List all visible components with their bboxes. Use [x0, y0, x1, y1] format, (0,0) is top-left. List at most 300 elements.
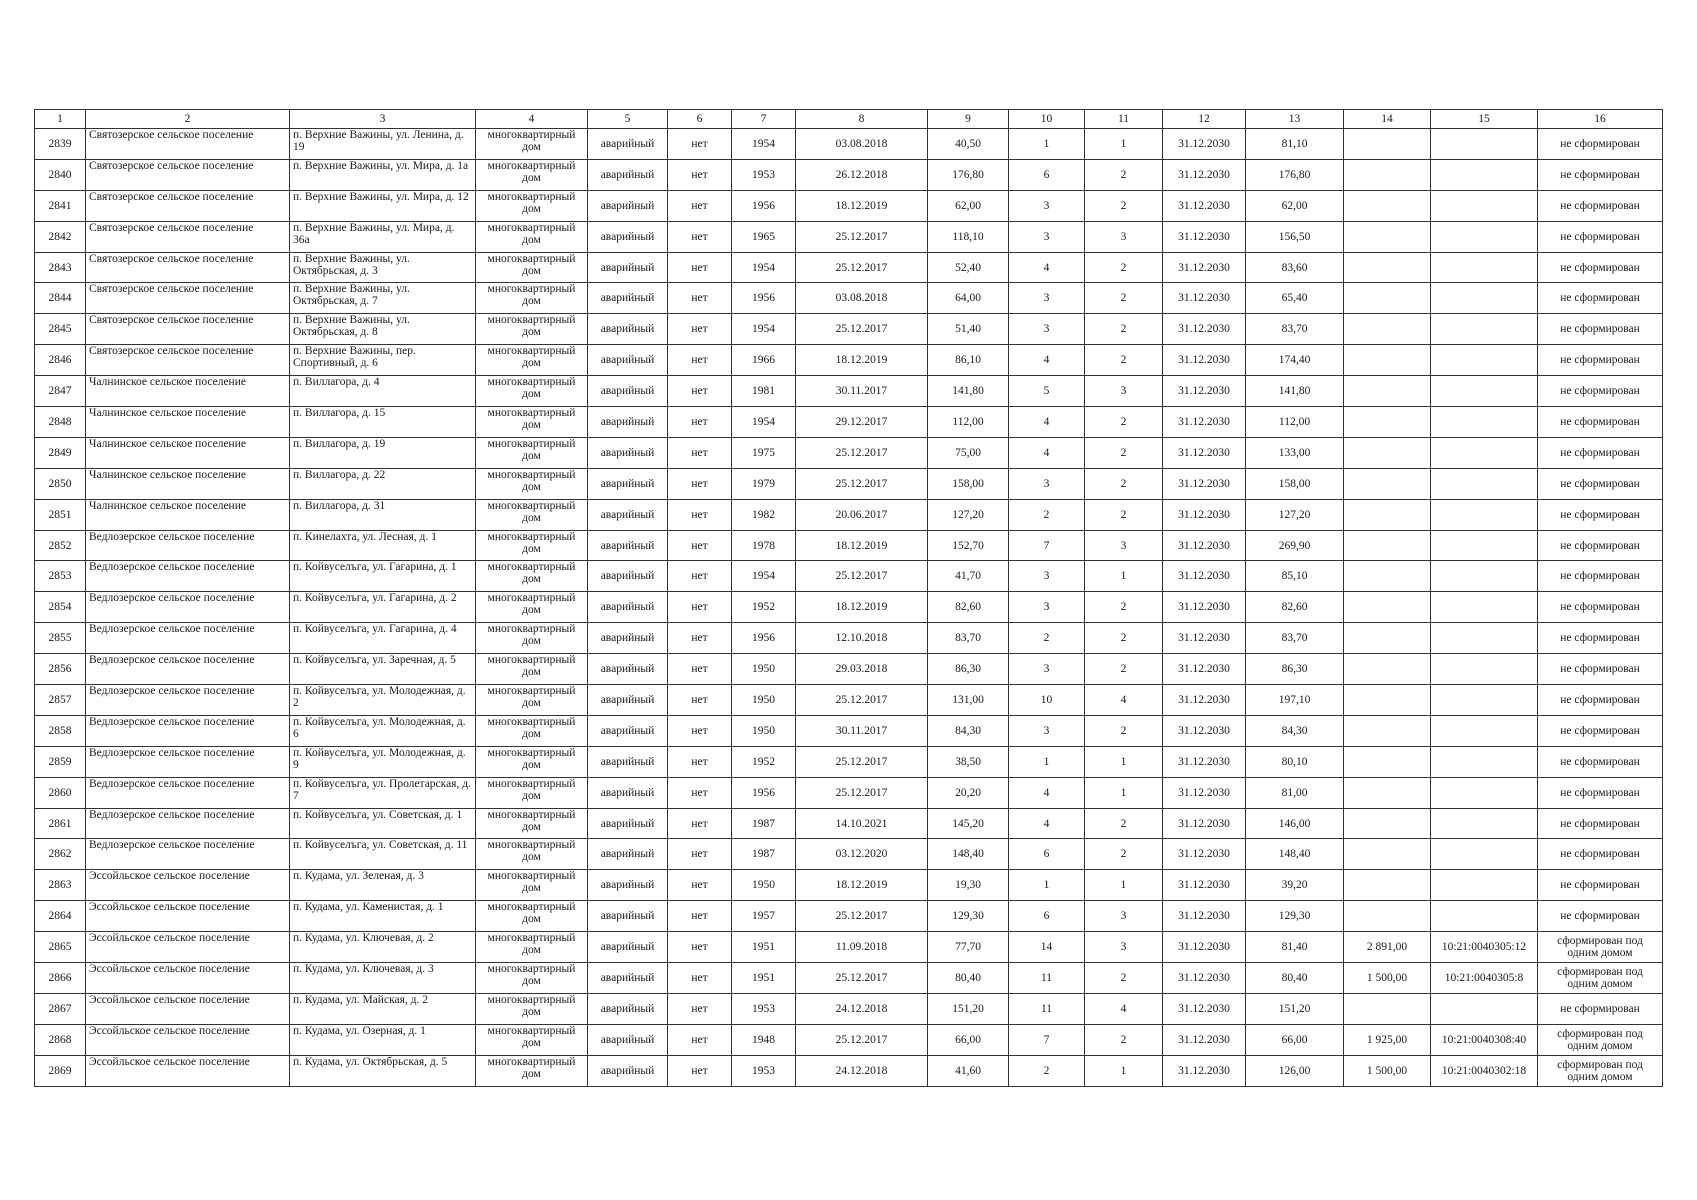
registry-table-container: [34, 109, 1662, 1087]
table-row: [35, 993, 1663, 1024]
address-cell: п. Кудама, ул. Озерная, д. 1: [290, 1024, 476, 1055]
building-type-cell: многоквартирный дом: [476, 468, 588, 499]
total-area-cell: 81,40: [1246, 932, 1344, 963]
land-status-cell: не сформирован: [1538, 129, 1663, 160]
land-status-cell: не сформирован: [1538, 685, 1663, 716]
building-type-cell: многоквартирный дом: [476, 901, 588, 932]
resettlement-deadline-cell: 31.12.2030: [1163, 993, 1246, 1024]
cadastral-number-cell: 10:21:0040305:8: [1431, 963, 1538, 994]
resettled-cell: нет: [668, 283, 732, 314]
recognition-date-cell: 25.12.2017: [796, 777, 928, 808]
resettlement-deadline-cell: 31.12.2030: [1163, 654, 1246, 685]
condition-cell: аварийный: [588, 839, 668, 870]
land-status-cell: не сформирован: [1538, 654, 1663, 685]
apartments-cell: 2: [1085, 839, 1163, 870]
table-row: [35, 808, 1663, 839]
address-cell: п. Койвуселъга, ул. Гагарина, д. 2: [290, 592, 476, 623]
area-cell: 51,40: [928, 314, 1009, 345]
resettled-cell: нет: [668, 159, 732, 190]
condition-cell: аварийный: [588, 870, 668, 901]
recognition-date-cell: 25.12.2017: [796, 252, 928, 283]
table-row: [35, 777, 1663, 808]
condition-cell: аварийный: [588, 715, 668, 746]
resettlement-deadline-cell: 31.12.2030: [1163, 746, 1246, 777]
area-cell: 41,70: [928, 561, 1009, 592]
row-number-cell: 2861: [35, 808, 86, 839]
apartments-cell: 2: [1085, 468, 1163, 499]
row-number-cell: 2863: [35, 870, 86, 901]
apartments-cell: 1: [1085, 777, 1163, 808]
resettled-cell: нет: [668, 623, 732, 654]
building-type-cell: многоквартирный дом: [476, 746, 588, 777]
total-area-cell: 83,70: [1246, 314, 1344, 345]
residents-cell: 2: [1009, 623, 1085, 654]
building-type-cell: многоквартирный дом: [476, 715, 588, 746]
apartments-cell: 3: [1085, 221, 1163, 252]
year-built-cell: 1982: [732, 499, 796, 530]
land-area-cell: [1344, 592, 1431, 623]
land-status-cell: не сформирован: [1538, 314, 1663, 345]
year-built-cell: 1954: [732, 314, 796, 345]
recognition-date-cell: 25.12.2017: [796, 746, 928, 777]
area-cell: 75,00: [928, 437, 1009, 468]
apartments-cell: 2: [1085, 159, 1163, 190]
total-area-cell: 81,00: [1246, 777, 1344, 808]
address-cell: п. Верхние Важины, ул. Октябрьская, д. 8: [290, 314, 476, 345]
residents-cell: 3: [1009, 190, 1085, 221]
row-number-cell: 2862: [35, 839, 86, 870]
cadastral-number-cell: [1431, 376, 1538, 407]
land-status-cell: не сформирован: [1538, 376, 1663, 407]
land-status-cell: сформирован под одним домом: [1538, 932, 1663, 963]
land-area-cell: [1344, 499, 1431, 530]
resettled-cell: нет: [668, 129, 732, 160]
building-type-cell: многоквартирный дом: [476, 437, 588, 468]
table-row: [35, 437, 1663, 468]
address-cell: п. Кудама, ул. Ключевая, д. 2: [290, 932, 476, 963]
row-number-cell: 2857: [35, 685, 86, 716]
condition-cell: аварийный: [588, 623, 668, 654]
area-cell: 52,40: [928, 252, 1009, 283]
cadastral-number-cell: [1431, 715, 1538, 746]
row-number-cell: 2866: [35, 963, 86, 994]
resettled-cell: нет: [668, 314, 732, 345]
table-row: [35, 715, 1663, 746]
condition-cell: аварийный: [588, 592, 668, 623]
resettlement-deadline-cell: 31.12.2030: [1163, 345, 1246, 376]
resettled-cell: нет: [668, 870, 732, 901]
address-cell: п. Койвуселъга, ул. Советская, д. 11: [290, 839, 476, 870]
recognition-date-cell: 25.12.2017: [796, 963, 928, 994]
condition-cell: аварийный: [588, 407, 668, 438]
building-type-cell: многоквартирный дом: [476, 592, 588, 623]
table-row: [35, 499, 1663, 530]
area-cell: 158,00: [928, 468, 1009, 499]
row-number-cell: 2845: [35, 314, 86, 345]
land-area-cell: [1344, 314, 1431, 345]
residents-cell: 6: [1009, 159, 1085, 190]
land-status-cell: не сформирован: [1538, 808, 1663, 839]
residents-cell: 3: [1009, 221, 1085, 252]
resettlement-deadline-cell: 31.12.2030: [1163, 468, 1246, 499]
land-status-cell: не сформирован: [1538, 468, 1663, 499]
land-status-cell: не сформирован: [1538, 283, 1663, 314]
column-number-header-row: [35, 110, 1663, 129]
land-area-cell: [1344, 808, 1431, 839]
cadastral-number-cell: [1431, 468, 1538, 499]
condition-cell: аварийный: [588, 746, 668, 777]
year-built-cell: 1950: [732, 715, 796, 746]
settlement-cell: Святозерское сельское поселение: [86, 129, 290, 160]
settlement-cell: Святозерское сельское поселение: [86, 190, 290, 221]
table-row: [35, 1055, 1663, 1086]
land-status-cell: не сформирован: [1538, 777, 1663, 808]
settlement-cell: Ведлозерское сельское поселение: [86, 561, 290, 592]
recognition-date-cell: 18.12.2019: [796, 190, 928, 221]
column-header: 11: [1085, 110, 1163, 129]
building-type-cell: многоквартирный дом: [476, 1055, 588, 1086]
year-built-cell: 1953: [732, 993, 796, 1024]
apartments-cell: 1: [1085, 129, 1163, 160]
building-type-cell: многоквартирный дом: [476, 654, 588, 685]
year-built-cell: 1952: [732, 592, 796, 623]
area-cell: 82,60: [928, 592, 1009, 623]
year-built-cell: 1956: [732, 623, 796, 654]
area-cell: 19,30: [928, 870, 1009, 901]
condition-cell: аварийный: [588, 685, 668, 716]
recognition-date-cell: 25.12.2017: [796, 901, 928, 932]
address-cell: п. Верхние Важины, ул. Мира, д. 12: [290, 190, 476, 221]
cadastral-number-cell: [1431, 314, 1538, 345]
total-area-cell: 80,40: [1246, 963, 1344, 994]
row-number-cell: 2868: [35, 1024, 86, 1055]
row-number-cell: 2844: [35, 283, 86, 314]
recognition-date-cell: 25.12.2017: [796, 437, 928, 468]
residents-cell: 2: [1009, 499, 1085, 530]
total-area-cell: 112,00: [1246, 407, 1344, 438]
column-header: 9: [928, 110, 1009, 129]
cadastral-number-cell: [1431, 129, 1538, 160]
building-type-cell: многоквартирный дом: [476, 870, 588, 901]
year-built-cell: 1979: [732, 468, 796, 499]
year-built-cell: 1975: [732, 437, 796, 468]
column-header: 2: [86, 110, 290, 129]
resettlement-deadline-cell: 31.12.2030: [1163, 777, 1246, 808]
land-status-cell: не сформирован: [1538, 901, 1663, 932]
row-number-cell: 2850: [35, 468, 86, 499]
total-area-cell: 65,40: [1246, 283, 1344, 314]
resettled-cell: нет: [668, 777, 732, 808]
total-area-cell: 66,00: [1246, 1024, 1344, 1055]
recognition-date-cell: 03.08.2018: [796, 283, 928, 314]
cadastral-number-cell: [1431, 499, 1538, 530]
address-cell: п. Койвуселъга, ул. Молодежная, д. 6: [290, 715, 476, 746]
year-built-cell: 1950: [732, 870, 796, 901]
column-header: 6: [668, 110, 732, 129]
condition-cell: аварийный: [588, 190, 668, 221]
condition-cell: аварийный: [588, 561, 668, 592]
cadastral-number-cell: [1431, 407, 1538, 438]
condition-cell: аварийный: [588, 129, 668, 160]
address-cell: п. Койвуселъга, ул. Советская, д. 1: [290, 808, 476, 839]
land-area-cell: [1344, 221, 1431, 252]
residents-cell: 11: [1009, 993, 1085, 1024]
resettled-cell: нет: [668, 932, 732, 963]
year-built-cell: 1957: [732, 901, 796, 932]
cadastral-number-cell: 10:21:0040308:40: [1431, 1024, 1538, 1055]
recognition-date-cell: 18.12.2019: [796, 530, 928, 561]
resettlement-deadline-cell: 31.12.2030: [1163, 715, 1246, 746]
land-area-cell: [1344, 746, 1431, 777]
area-cell: 86,30: [928, 654, 1009, 685]
resettlement-deadline-cell: 31.12.2030: [1163, 376, 1246, 407]
cadastral-number-cell: 10:21:0040302:18: [1431, 1055, 1538, 1086]
year-built-cell: 1981: [732, 376, 796, 407]
residents-cell: 1: [1009, 129, 1085, 160]
land-status-cell: не сформирован: [1538, 345, 1663, 376]
residents-cell: 7: [1009, 1024, 1085, 1055]
settlement-cell: Чалнинское сельское поселение: [86, 437, 290, 468]
table-row: [35, 468, 1663, 499]
year-built-cell: 1965: [732, 221, 796, 252]
resettled-cell: нет: [668, 1055, 732, 1086]
year-built-cell: 1987: [732, 839, 796, 870]
table-row: [35, 963, 1663, 994]
year-built-cell: 1978: [732, 530, 796, 561]
condition-cell: аварийный: [588, 468, 668, 499]
address-cell: п. Кудама, ул. Октябрьская, д. 5: [290, 1055, 476, 1086]
year-built-cell: 1956: [732, 190, 796, 221]
residents-cell: 4: [1009, 252, 1085, 283]
land-area-cell: [1344, 993, 1431, 1024]
land-area-cell: [1344, 129, 1431, 160]
cadastral-number-cell: [1431, 901, 1538, 932]
land-area-cell: [1344, 376, 1431, 407]
address-cell: п. Койвуселъга, ул. Пролетарская, д. 7: [290, 777, 476, 808]
recognition-date-cell: 24.12.2018: [796, 993, 928, 1024]
settlement-cell: Святозерское сельское поселение: [86, 221, 290, 252]
address-cell: п. Верхние Важины, ул. Октябрьская, д. 3: [290, 252, 476, 283]
area-cell: 64,00: [928, 283, 1009, 314]
condition-cell: аварийный: [588, 159, 668, 190]
building-type-cell: многоквартирный дом: [476, 283, 588, 314]
land-area-cell: [1344, 159, 1431, 190]
resettled-cell: нет: [668, 993, 732, 1024]
area-cell: 131,00: [928, 685, 1009, 716]
land-area-cell: 2 891,00: [1344, 932, 1431, 963]
land-status-cell: не сформирован: [1538, 190, 1663, 221]
area-cell: 66,00: [928, 1024, 1009, 1055]
resettled-cell: нет: [668, 407, 732, 438]
settlement-cell: Ведлозерское сельское поселение: [86, 746, 290, 777]
row-number-cell: 2860: [35, 777, 86, 808]
settlement-cell: Ведлозерское сельское поселение: [86, 530, 290, 561]
resettled-cell: нет: [668, 901, 732, 932]
land-status-cell: сформирован под одним домом: [1538, 1024, 1663, 1055]
settlement-cell: Чалнинское сельское поселение: [86, 407, 290, 438]
building-type-cell: многоквартирный дом: [476, 190, 588, 221]
apartments-cell: 1: [1085, 746, 1163, 777]
area-cell: 20,20: [928, 777, 1009, 808]
resettlement-deadline-cell: 31.12.2030: [1163, 159, 1246, 190]
column-header: 4: [476, 110, 588, 129]
settlement-cell: Ведлозерское сельское поселение: [86, 654, 290, 685]
column-header: 8: [796, 110, 928, 129]
address-cell: п. Койвуселъга, ул. Гагарина, д. 4: [290, 623, 476, 654]
column-header: 15: [1431, 110, 1538, 129]
year-built-cell: 1953: [732, 1055, 796, 1086]
building-type-cell: многоквартирный дом: [476, 808, 588, 839]
land-status-cell: не сформирован: [1538, 715, 1663, 746]
apartments-cell: 3: [1085, 376, 1163, 407]
land-area-cell: [1344, 407, 1431, 438]
condition-cell: аварийный: [588, 283, 668, 314]
total-area-cell: 141,80: [1246, 376, 1344, 407]
residents-cell: 11: [1009, 963, 1085, 994]
address-cell: п. Кудама, ул. Зеленая, д. 3: [290, 870, 476, 901]
column-header: 14: [1344, 110, 1431, 129]
residents-cell: 6: [1009, 839, 1085, 870]
address-cell: п. Виллагора, д. 4: [290, 376, 476, 407]
land-area-cell: [1344, 437, 1431, 468]
land-area-cell: [1344, 839, 1431, 870]
apartments-cell: 2: [1085, 963, 1163, 994]
cadastral-number-cell: [1431, 221, 1538, 252]
land-area-cell: [1344, 190, 1431, 221]
total-area-cell: 85,10: [1246, 561, 1344, 592]
area-cell: 129,30: [928, 901, 1009, 932]
address-cell: п. Верхние Важины, ул. Мира, д. 36а: [290, 221, 476, 252]
building-type-cell: многоквартирный дом: [476, 499, 588, 530]
settlement-cell: Эссойльское сельское поселение: [86, 1024, 290, 1055]
building-type-cell: многоквартирный дом: [476, 314, 588, 345]
total-area-cell: 80,10: [1246, 746, 1344, 777]
land-status-cell: не сформирован: [1538, 437, 1663, 468]
row-number-cell: 2855: [35, 623, 86, 654]
apartments-cell: 2: [1085, 1024, 1163, 1055]
residents-cell: 4: [1009, 808, 1085, 839]
residents-cell: 14: [1009, 932, 1085, 963]
apartments-cell: 2: [1085, 654, 1163, 685]
recognition-date-cell: 29.03.2018: [796, 654, 928, 685]
land-status-cell: не сформирован: [1538, 993, 1663, 1024]
cadastral-number-cell: [1431, 283, 1538, 314]
row-number-cell: 2865: [35, 932, 86, 963]
residents-cell: 4: [1009, 407, 1085, 438]
area-cell: 40,50: [928, 129, 1009, 160]
resettled-cell: нет: [668, 499, 732, 530]
area-cell: 141,80: [928, 376, 1009, 407]
year-built-cell: 1966: [732, 345, 796, 376]
settlement-cell: Ведлозерское сельское поселение: [86, 592, 290, 623]
total-area-cell: 133,00: [1246, 437, 1344, 468]
recognition-date-cell: 24.12.2018: [796, 1055, 928, 1086]
total-area-cell: 127,20: [1246, 499, 1344, 530]
row-number-cell: 2856: [35, 654, 86, 685]
land-area-cell: 1 500,00: [1344, 963, 1431, 994]
residents-cell: 4: [1009, 345, 1085, 376]
building-type-cell: многоквартирный дом: [476, 530, 588, 561]
apartments-cell: 2: [1085, 283, 1163, 314]
total-area-cell: 81,10: [1246, 129, 1344, 160]
table-row: [35, 407, 1663, 438]
condition-cell: аварийный: [588, 777, 668, 808]
area-cell: 80,40: [928, 963, 1009, 994]
resettlement-deadline-cell: 31.12.2030: [1163, 592, 1246, 623]
year-built-cell: 1953: [732, 159, 796, 190]
table-row: [35, 932, 1663, 963]
row-number-cell: 2841: [35, 190, 86, 221]
total-area-cell: 39,20: [1246, 870, 1344, 901]
year-built-cell: 1950: [732, 654, 796, 685]
row-number-cell: 2842: [35, 221, 86, 252]
total-area-cell: 129,30: [1246, 901, 1344, 932]
settlement-cell: Эссойльское сельское поселение: [86, 901, 290, 932]
resettled-cell: нет: [668, 963, 732, 994]
resettlement-deadline-cell: 31.12.2030: [1163, 870, 1246, 901]
cadastral-number-cell: [1431, 654, 1538, 685]
address-cell: п. Виллагора, д. 22: [290, 468, 476, 499]
land-status-cell: не сформирован: [1538, 746, 1663, 777]
recognition-date-cell: 30.11.2017: [796, 715, 928, 746]
condition-cell: аварийный: [588, 499, 668, 530]
settlement-cell: Ведлозерское сельское поселение: [86, 808, 290, 839]
year-built-cell: 1954: [732, 407, 796, 438]
row-number-cell: 2867: [35, 993, 86, 1024]
building-type-cell: многоквартирный дом: [476, 561, 588, 592]
apartments-cell: 3: [1085, 530, 1163, 561]
land-status-cell: не сформирован: [1538, 159, 1663, 190]
land-area-cell: [1344, 654, 1431, 685]
building-type-cell: многоквартирный дом: [476, 932, 588, 963]
total-area-cell: 176,80: [1246, 159, 1344, 190]
settlement-cell: Ведлозерское сельское поселение: [86, 839, 290, 870]
residents-cell: 10: [1009, 685, 1085, 716]
condition-cell: аварийный: [588, 252, 668, 283]
address-cell: п. Верхние Важины, ул. Мира, д. 1а: [290, 159, 476, 190]
recognition-date-cell: 18.12.2019: [796, 592, 928, 623]
building-type-cell: многоквартирный дом: [476, 623, 588, 654]
recognition-date-cell: 30.11.2017: [796, 376, 928, 407]
resettlement-deadline-cell: 31.12.2030: [1163, 808, 1246, 839]
condition-cell: аварийный: [588, 1024, 668, 1055]
residents-cell: 5: [1009, 376, 1085, 407]
land-status-cell: не сформирован: [1538, 623, 1663, 654]
resettlement-deadline-cell: 31.12.2030: [1163, 252, 1246, 283]
resettled-cell: нет: [668, 252, 732, 283]
land-area-cell: [1344, 468, 1431, 499]
residents-cell: 3: [1009, 592, 1085, 623]
condition-cell: аварийный: [588, 437, 668, 468]
resettlement-deadline-cell: 31.12.2030: [1163, 685, 1246, 716]
cadastral-number-cell: [1431, 437, 1538, 468]
address-cell: п. Кудама, ул. Майская, д. 2: [290, 993, 476, 1024]
area-cell: 127,20: [928, 499, 1009, 530]
total-area-cell: 174,40: [1246, 345, 1344, 376]
total-area-cell: 269,90: [1246, 530, 1344, 561]
resettled-cell: нет: [668, 592, 732, 623]
recognition-date-cell: 25.12.2017: [796, 221, 928, 252]
year-built-cell: 1954: [732, 561, 796, 592]
column-header: 12: [1163, 110, 1246, 129]
residents-cell: 1: [1009, 870, 1085, 901]
apartments-cell: 2: [1085, 592, 1163, 623]
building-type-cell: многоквартирный дом: [476, 963, 588, 994]
condition-cell: аварийный: [588, 1055, 668, 1086]
condition-cell: аварийный: [588, 376, 668, 407]
apartments-cell: 4: [1085, 685, 1163, 716]
land-area-cell: [1344, 623, 1431, 654]
